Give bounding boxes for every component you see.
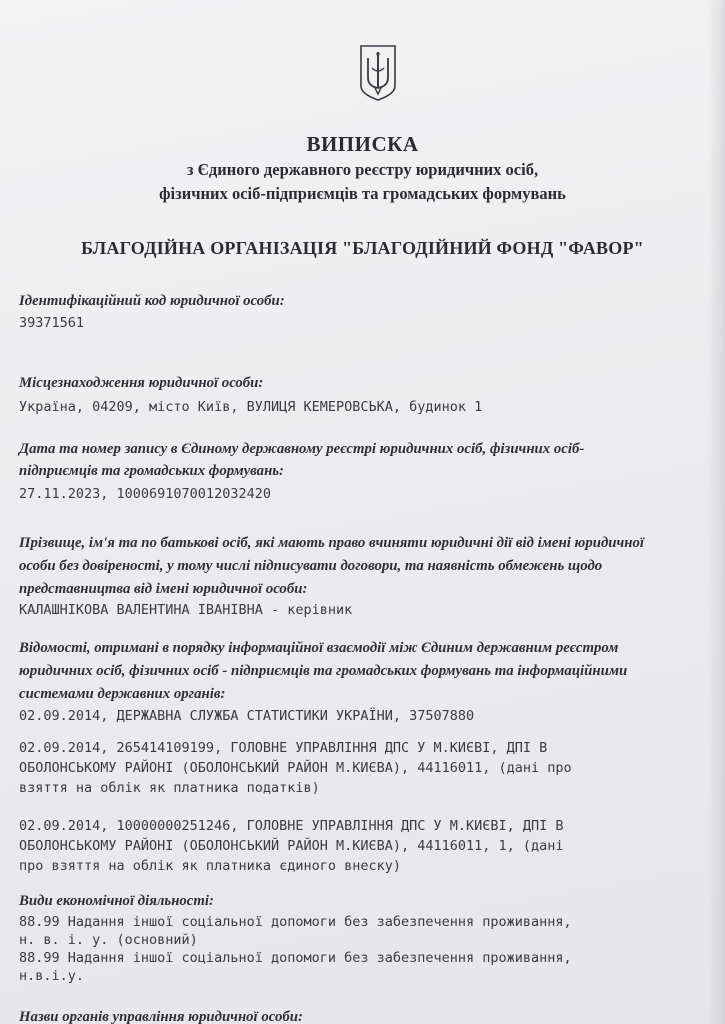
document-title: ВИПИСКА [306,132,419,156]
activity-line4: н.в.і.у. [19,968,85,984]
representatives-label-line2: особи без довіреності, у тому числі підписувати договори, та наявність обмежень щодо [19,558,603,574]
info-exchange-entry3-line2: ОБОЛОНСЬКОМУ РАЙОНІ (ОБОЛОНСЬКИЙ РАЙОН М.КИЄВА), 44116011, 1, (дані [19,838,564,854]
record-label-line1: Дата та номер запису в Єдиному державному реєстрі юридичних осіб, фізичних осіб- [19,441,585,457]
info-exchange-entry2-line1: 02.09.2014, 265414109199, ГОЛОВНЕ УПРАВЛІННЯ ДПС У М.КИЄВІ, ДПІ В [19,740,548,756]
location-value: Україна, 04209, місто Київ, ВУЛИЦЯ КЕМЕРОВСЬКА, будинок 1 [19,399,483,415]
activity-line2: н. в. і. у. (основний) [19,932,198,948]
activity-line3: 88.99 Надання іншої соціальної допомоги без забезпечення проживання, [19,950,572,966]
document-subtitle-line1: з Єдиного державного реєстру юридичних осіб, [186,160,539,179]
info-exchange-entry2-line2: ОБОЛОНСЬКОМУ РАЙОНІ (ОБОЛОНСЬКИЙ РАЙОН М.КИЄВА), 44116011, (дані про [19,760,572,776]
info-exchange-label-line1: Відомості, отримані в порядку інформаційної взаємодії між Єдиним державним реєстром [19,640,619,656]
activities-label: Види економічної діяльності: [19,893,214,909]
representatives-label-line1: Прізвище, ім'я та по батькові осіб, які мають право вчиняти юридичні дії від імені юридичної [19,535,645,551]
info-exchange-entry3-line3: про взяття на облік як платника єдиного внеску) [19,858,402,874]
representatives-label-line3: представництва від імені юридичної особи: [19,581,308,597]
info-exchange-entry3-line1: 02.09.2014, 10000000251246, ГОЛОВНЕ УПРАВЛІННЯ ДПС У М.КИЄВІ, ДПІ В [19,818,564,834]
info-exchange-label-line2: юридичних осіб, фізичних осіб - підприємців та громадських формувань та інформаційними [19,663,628,679]
governing-bodies-label: Назви органів управління юридичної особи: [19,1009,303,1024]
record-label-line2: підприємців та громадських формувань: [19,463,284,479]
representatives-value: КАЛАШНІКОВА ВАЛЕНТИНА ІВАНІВНА - керівник [19,602,353,618]
id-code-label: Ідентифікаційний код юридичної особи: [19,293,285,309]
info-exchange-label-line3: системами державних органів: [19,686,226,702]
info-exchange-entry2-line3: взяття на облік як платника податків) [19,780,320,796]
info-exchange-entry1: 02.09.2014, ДЕРЖАВНА СЛУЖБА СТАТИСТИКИ УКРАЇНИ, 37507880 [19,708,475,724]
record-value: 27.11.2023, 1000691070012032420 [19,486,271,502]
location-label: Місцезнаходження юридичної особи: [19,375,264,391]
document-subtitle-line2: фізичних осіб-підприємців та громадських формувань [159,184,566,203]
id-code-value: 39371561 [19,315,85,331]
activity-line1: 88.99 Надання іншої соціальної допомоги без забезпечення проживання, [19,914,572,930]
trident-emblem-icon [358,44,398,102]
organization-name: БЛАГОДІЙНА ОРГАНІЗАЦІЯ "БЛАГОДІЙНИЙ ФОНД "ФАВОР" [81,238,644,258]
